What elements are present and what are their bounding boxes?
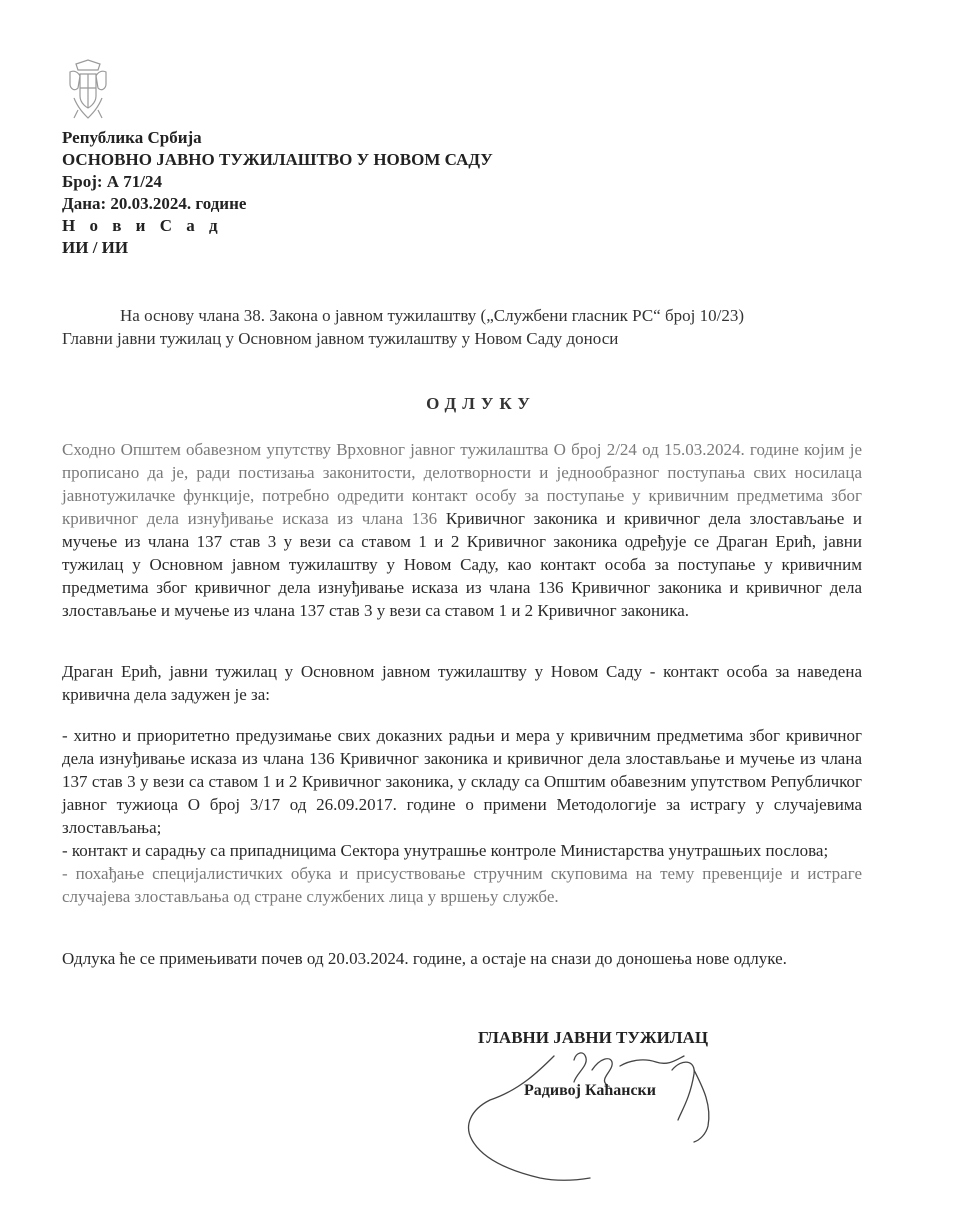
duty-item-2: - контакт и сарадњу са припадницима Сектора унутрашње контроле Министарства унутрашњих послова; — [62, 841, 829, 860]
document-header — [62, 127, 493, 259]
duty-item-1: - хитно и приоритетно предузимање свих доказних радњи и мера у кривичним предметима због кривичног дела изнуђивање исказа из члана 136 Кривичног законика и кривичног дела злостављање и мучење из члана 137 став 3 у вези са ставом 1 и 2 Кривичног законика, у складу са Општим обавезним упутством Републичког јавног тужиоца О број 3/17 од 26.09.2017. године о примени Методологије за истрагу у случајевима злостављања; — [62, 726, 862, 837]
coat-of-arms-icon — [64, 58, 112, 122]
signature-title: ГЛАВНИ ЈАВНИ ТУЖИЛАЦ — [478, 1028, 709, 1047]
intro-line-1: На основу члана 38. Закона о јавном тужилаштву („Службени гласник РС“ број 10/23) — [120, 306, 744, 325]
duties-intro-paragraph: Драган Ерић, јавни тужилац у Основном јавном тужилаштву у Новом Саду - контакт особа за наведена кривична дела задужен је за: — [62, 662, 862, 704]
decision-text-main: Кривичног законика и кривичног дела злостављање и мучење из члана 137 став 3 у вези са ставом 1 и 2 Кривичног законика одређује се Драган Ерић, јавни тужилац у Основном јавном тужилаштву у Новом Саду, као контакт особа за поступање у кривичним предметима због кривичног дела изнуђивање исказа из члана 136 Кривичног законика и кривичног дела злостављање и мучење из члана 137 став 3 у вези са ставом 1 и 2 Кривичног законика. — [62, 509, 863, 620]
decision-title: ОДЛУКУ — [426, 394, 536, 413]
decision-paragraph — [62, 438, 862, 622]
initials: ИИ / ИИ — [62, 238, 129, 257]
duties-list — [62, 724, 862, 908]
country-name: Република Србија — [62, 128, 202, 147]
office-name: ОСНОВНО ЈАВНО ТУЖИЛАШТВО У НОВОМ САДУ — [62, 150, 493, 169]
decision-text-faded: Сходно Општем обавезном упутству Врховног јавног тужилаштва О број 2/24 од 15.03.2024. године којим је прописано да је, ради постизања законитости, делотворности и једнообразног поступања свих носилаца јавнотужилачке функције, потребно одредити контакт особу за поступање у кривичним предметима због кривичног дела изнуђивање исказа из члана 136 — [62, 440, 862, 528]
intro-paragraph — [62, 304, 860, 350]
duty-item-3: - похађање специјалистичких обука и присуствовање стручним скуповима на тему превенције и истраге случајева злостављања од стране службених лица у вршењу службе. — [62, 864, 862, 906]
city-name: Н о в и С а д — [62, 216, 223, 235]
case-number: Број: А 71/24 — [62, 172, 163, 191]
document-date: Дана: 20.03.2024. године — [62, 194, 247, 213]
validity-paragraph: Одлука ће се примењивати почев од 20.03.2024. године, а остаје на снази до доношења нове одлуке. — [62, 949, 787, 968]
handwritten-signature-icon — [450, 1030, 780, 1200]
signatory-name: Радивој Каћански — [524, 1082, 656, 1099]
intro-line-2: Главни јавни тужилац у Основном јавном тужилаштву у Новом Саду доноси — [62, 329, 619, 348]
